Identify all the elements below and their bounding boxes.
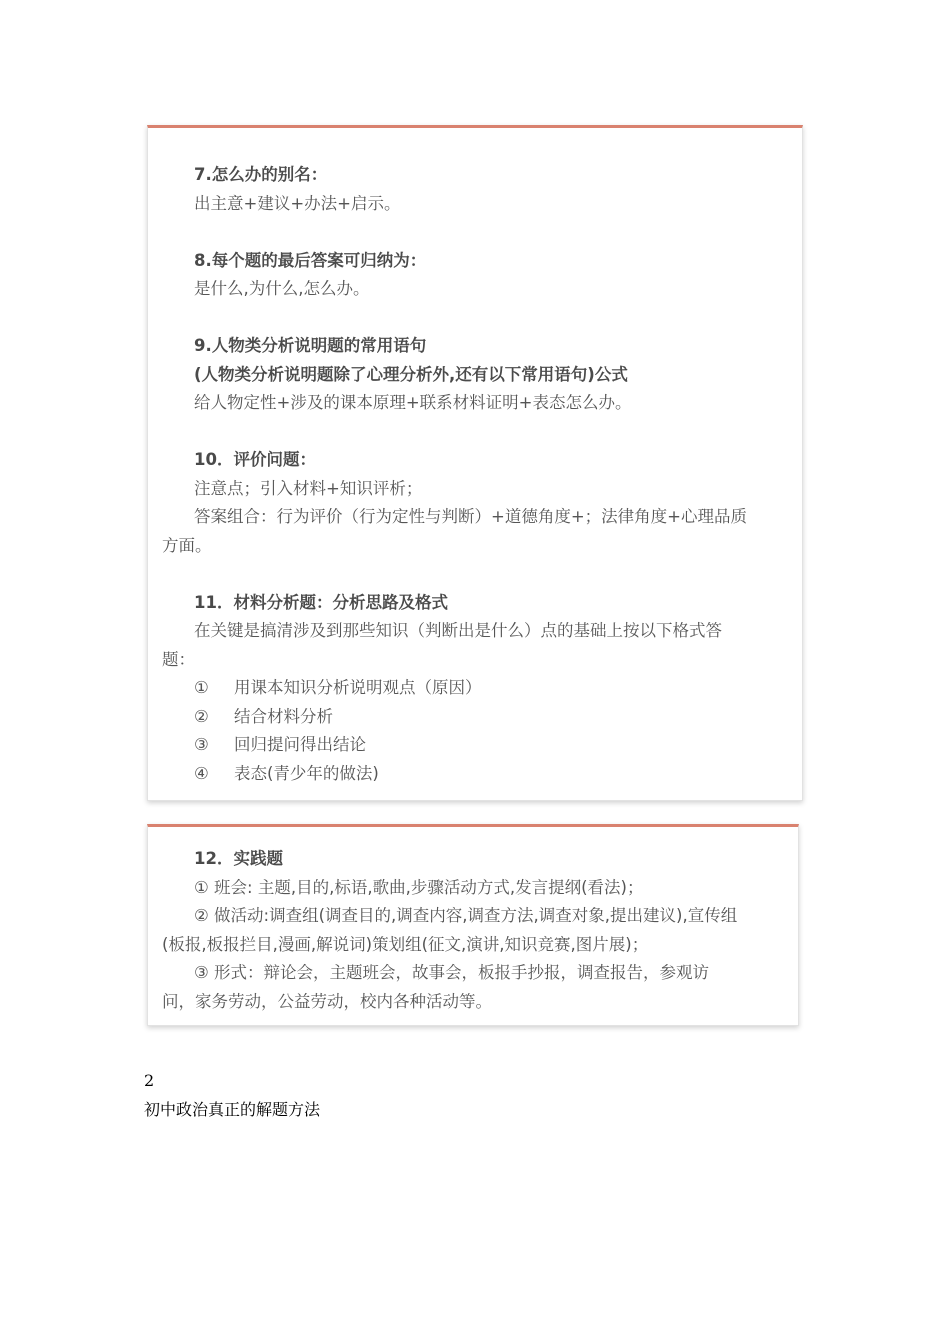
list-item: [162, 760, 788, 789]
tips-card-1: [147, 125, 803, 801]
list-item-number: ②: [194, 706, 209, 726]
section-12-title: 12．实践题: [194, 849, 283, 868]
list-item: [162, 703, 788, 732]
section-11-title: 11．材料分析题：分析思路及格式: [194, 592, 448, 612]
list-item-number: ③: [194, 735, 209, 754]
list-item: [162, 674, 788, 703]
section-12-line-2: ② 做活动:调查组(调查目的,调查内容,调查方法,调查对象,提出建议),宣传组: [194, 906, 738, 925]
list-item-text: 回归提问得出结论: [234, 735, 366, 754]
section-12-line-2-cont: (板报,板报拦目,漫画,解说词)策划组(征文,演讲,知识竞赛,图片展)；: [162, 934, 649, 954]
list-item-text: 表态(青少年的做法): [234, 763, 379, 783]
section-12-line-1: ① 班会: 主题,目的,标语,歌曲,步骤活动方式,发言提纲(看法)；: [194, 877, 644, 897]
section-10-title: 10．评价问题：: [194, 450, 316, 469]
section-11-line-1: 在关键是搞清涉及到那些知识（判断出是什么）点的基础上按以下格式答: [194, 621, 722, 640]
section-12-line-3: ③ 形式：辩论会，主题班会，故事会，板报手抄报，调查报告，参观访: [194, 963, 710, 982]
section-9-title: 9.人物类分析说明题的常用语句: [194, 336, 427, 355]
section-7-title: 7.怎么办的别名：: [194, 165, 328, 184]
list-item-text: 用课本知识分析说明观点（原因）: [234, 678, 482, 697]
list-item-number: ①: [194, 678, 209, 697]
section-11-line-1-cont: 题：: [162, 649, 195, 669]
section-number: 2: [144, 1071, 155, 1090]
tips-card-2: [147, 824, 799, 1026]
section-10-line-2-cont: 方面。: [162, 535, 212, 555]
section-12-line-3-cont: 问，家务劳动，公益劳动，校内各种活动等。: [162, 991, 492, 1011]
section-heading: 初中政治真正的解题方法: [144, 1100, 321, 1119]
list-item: [162, 731, 788, 760]
section-9-subtitle: (人物类分析说明题除了心理分析外,还有以下常用语句)公式: [194, 364, 628, 384]
list-item-text: 结合材料分析: [234, 706, 333, 726]
section-7-body: 出主意+建议+办法+启示。: [194, 193, 401, 213]
section-8-body: 是什么,为什么,怎么办。: [194, 279, 370, 298]
section-9-body: 给人物定性+涉及的课本原理+联系材料证明+表态怎么办。: [194, 393, 632, 412]
section-10-line-1: 注意点；引入材料+知识评析；: [194, 478, 423, 498]
list-item-number: ④: [194, 763, 209, 783]
section-8-title: 8.每个题的最后答案可归纳为：: [194, 250, 427, 270]
section-10-line-2: 答案组合：行为评价（行为定性与判断）+道德角度+；法律角度+心理品质: [194, 507, 747, 526]
